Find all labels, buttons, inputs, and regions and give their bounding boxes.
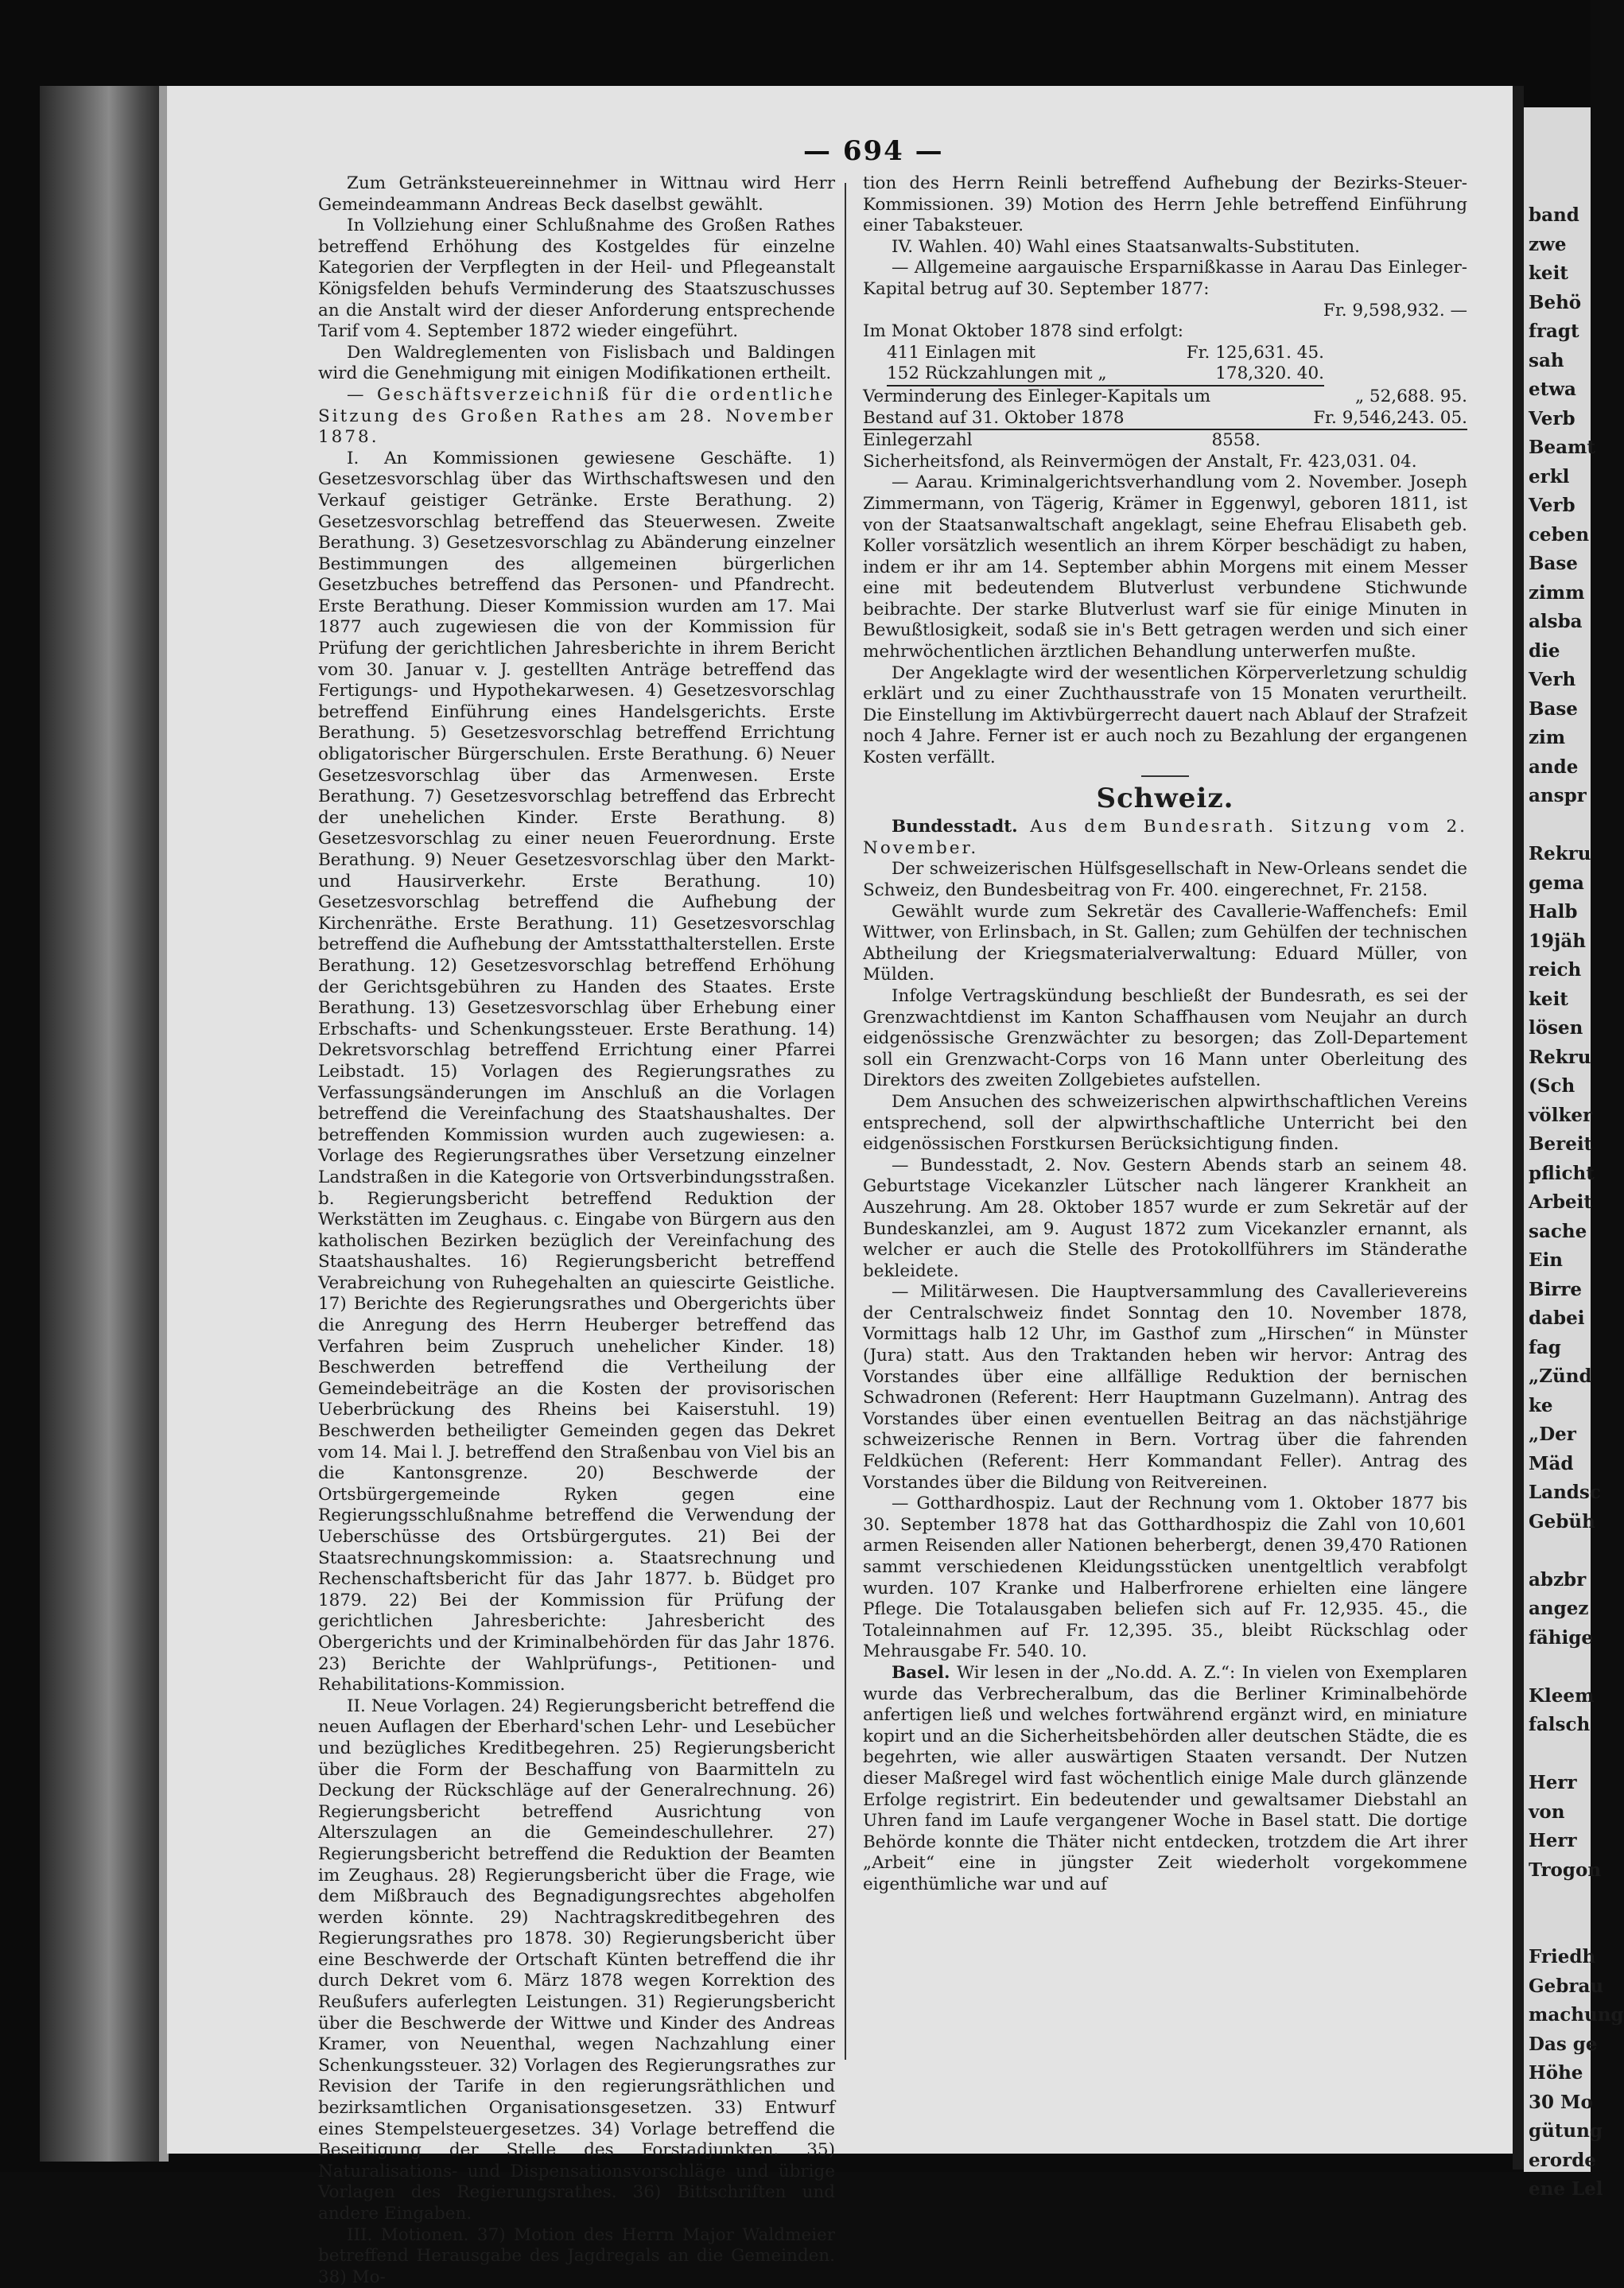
adjacent-page-line: Ein bbox=[1529, 1249, 1563, 1271]
adjacent-page-line: sah bbox=[1529, 349, 1564, 371]
adjacent-page-line: Verb bbox=[1529, 407, 1575, 429]
adjacent-page-line: Rekru bbox=[1529, 843, 1591, 864]
adjacent-page-line: ke bbox=[1529, 1394, 1553, 1416]
adjacent-page-line: Höhe bbox=[1529, 2062, 1583, 2084]
adjacent-page-line: erkl bbox=[1529, 465, 1570, 488]
adjacent-page-line: fragt bbox=[1529, 320, 1579, 342]
paragraph: I. An Kommissionen gewiesene Geschäfte. 1) Gesetzesvorschlag über das Wirthschaftswesen und den Verkauf geistiger Getränke. Erste Berathung. 2) Gesetzesvorschlag betreffend das Steuerwesen. Zweite Berathung. 3) Gesetzesvorschlag zu Abänderung einzelner Bestimmungen des allgemeinen bürgerlichen Gesetzbuches betreffend das Personen- und Pfandrecht. Erste Berathung. Dieser Kommission wurden am 17. Mai 1877 auch zugewiesen die von der Kommission für Prüfung der gerichtlichen Jahresberichte in ihrem Bericht vom 30. Januar v. J. gestellten Anträge betreffend das Fertigungs- und Hypothekarwesen. 4) Gesetzesvorschlag betreffend Einführung eines Handelsgerichts. Erste Berathung. 5) Gesetzesvorschlag betreffend Errichtung obligatorischer Bürgerschulen. Erste Berathung. 6) Neuer Gesetzesvorschlag über das Armenwesen. Erste Berathung. 7) Gesetzesvorschlag betreffend das Erbrecht der unehelichen Kinder. Erste Berathung. 8) Gesetzesvorschlag zu einer neuen Feuerordnung. Erste Berathung. 9) Neuer Gesetzesvorschlag über den Markt- und Hausirverkehr. Erste Berathung. 10) Gesetzesvorschlag betreffend die Aufhebung der Kirchenräthe. Erste Berathung. 11) Gesetzesvorschlag betreffend die Aufhebung der Amtsstatthalterstellen. Erste Berathung. 12) Gesetzesvorschlag betreffend Erhöhung der Gerichtsgebühren zu Handen des Staates. Erste Berathung. 13) Gesetzesvorschlag über Erhebung einer Erbschafts- und Schenkungssteuer. Erste Berathung. 14) Dekretsvorschlag betreffend Errichtung einer Pfarrei Leibstadt. 15) Vorlagen des Regierungsrathes zu Verfassungsänderungen im Anschluß an die Vorlagen betreffend die Vereinfachung des Staatshaushaltes. Der betreffenden Kommission wurden auch zugewiesen: a. Vorlage des Regierungsrathes über Versetzung einzelner Landstraßen in die Kategorie von Ortsverbindungsstraßen. b. Regierungsbericht betreffend Reduktion der Werkstätten im Zeughaus. c. Eingabe von Bürgern aus den katholischen Bezirken bezüglich der Vereinfachung des Staatshaushaltes. 16) Regierungsbericht betreffend Verabreichung von Ruhegehalten an quiescirte Geistliche. 17) Berichte des Regierungsrathes und Obergerichts über die Anregung des Herrn Heuberger betreffend das Verfahren beim Zuspruch unehelicher Kinder. 18) Beschwerden betreffend die Vertheilung der Gemeindebeiträge an die Kosten der provisorischen Ueberbrückung des Rheins bei Kaiserstuhl. 19) Beschwerden betheiligter Gemeinden gegen das Dekret vom 14. Mai l. J. betreffend den Straßenbau von Viel bis an die Kantonsgrenze. 20) Beschwerde der Ortsbürgergemeinde Ryken gegen eine Regierungsschlußnahme betreffend die Verwendung der Ueberschüsse des Ortsbürgergutes. 21) Bei der Staatsrechnungskommission: a. Staatsrechnung und Rechenschaftsbericht für das Jahr 1877. b. Büdget pro 1879. 22) Bei der Kommission für Prüfung der gerichtlichen Jahresberichte: Jahresbericht des Obergerichts und der Kriminalbehörden für das Jahr 1876. 23) Berichte der Wahlprüfungs-, Petitionen- und Rehabilitations-Kommission. bbox=[318, 448, 835, 1696]
adjacent-page-line: Beamt bbox=[1529, 437, 1595, 458]
section-heading: Schweiz. bbox=[1096, 782, 1234, 814]
paragraph-heading: — Geschäftsverzeichniß für die ordentliche Sitzung des Großen Rathes am 28. November 1878. bbox=[318, 384, 835, 448]
adjacent-page-line: band bbox=[1529, 204, 1579, 226]
ledger-row bbox=[863, 387, 1467, 408]
paragraph-text: Wir lesen in der „No.dd. A. Z.“: In vielen von Exemplaren wurde das Verbrecheralbum, das die Berliner Kriminalbehörde anfertigen ließ und welches fortwährend ergänzt wird, en miniature kopirt und an die Sicherheitsbehörden aller deutschen Städte, die es begehrten, wie aller auswärtigen Staaten versandt. Der Nutzen dieser Maßregel wird fast wöchentlich einige Male durch glänzende Erfolge registrirt. Ein bedeutender und gewaltsamer Diebstahl an Uhren fand im Laufe vergangener Woche in Basel statt. Die dortige Behörde konnte die Thäter nicht entdecken, trotzdem die Art ihrer „Arbeit“ eine in jüngster Zeit wiederholt vorgekommene eigenthümliche war und auf bbox=[863, 1662, 1467, 1894]
adjacent-page-line: sache bbox=[1529, 1220, 1587, 1242]
ledger-label: 152 Rückzahlungen mit „ bbox=[887, 363, 1107, 384]
adjacent-page-line: Trogon bbox=[1529, 1859, 1602, 1881]
adjacent-page-line: anspr bbox=[1529, 785, 1587, 806]
adjacent-page-line: Birre bbox=[1529, 1278, 1583, 1300]
adjacent-page-line: Friedh bbox=[1529, 1946, 1596, 1968]
paragraph: — Militärwesen. Die Hauptversammlung des Cavallerievereins der Centralschweiz findet Sonntag den 10. November 1878, Vormittags halb 12 Uhr, im Gasthof zum „Hirschen“ in Münster (Jura) statt. Aus den Traktanden heben wir hervor: Antrag des Vorstandes über eine allfällige Reduktion der bernischen Schwadronen (Referent: Herr Hauptmann Guzelmann). Antrag des Vorstandes über einen eventuellen Beitrag an das nächstjährige schweizerische Rennen in Bern. Vortrag über die fahrenden Feldküchen (Referent: Herr Kommandant Feller). Antrag des Vorstandes über die Bildung von Reitvereinen. bbox=[863, 1282, 1467, 1493]
paragraph: — Allgemeine aargauische Ersparnißkasse in Aarau Das Einleger-Kapital betrug auf 30. September 1877: bbox=[863, 258, 1467, 299]
ledger-value: Fr. 9,546,243. 05. bbox=[1313, 407, 1467, 428]
adjacent-page-line: etwa bbox=[1529, 379, 1576, 400]
adjacent-page-line: Gebrau bbox=[1529, 1975, 1604, 1997]
adjacent-page-edge bbox=[1524, 107, 1624, 2200]
paragraph bbox=[863, 817, 1467, 859]
ledger-value: 178,320. 40. bbox=[1215, 363, 1324, 384]
adjacent-page-line: abzbr bbox=[1529, 1568, 1587, 1591]
paragraph: — Aarau. Kriminalgerichtsverhandlung vom 2. November. Joseph Zimmermann, von Tägerig, Krämer in Eggenwyl, geboren 1811, ist von der Staatsanwaltschaft angeklagt, seine Ehefrau Elisabeth geb. Koller vorsätzlich wesentlich an ihrem Körper beschädigt zu haben, indem er ihr am 14. September abhin Morgens mit einem Messer eine mit bedeutendem Blutverlust verbundene Stichwunde beibrachte. Der starke Blutverlust warf sie für einige Minuten in Bewußtlosigkeit, sodaß sie in's Bett getragen werden und sich einer mehrwöchentlichen ärztlichen Behandlung unterwerfen mußte. bbox=[863, 472, 1467, 662]
adjacent-page-line: die bbox=[1529, 639, 1560, 662]
adjacent-page-line: ene Lel bbox=[1529, 2178, 1603, 2200]
adjacent-page-line bbox=[1529, 1914, 1591, 1944]
adjacent-page-line: Gebüh bbox=[1529, 1510, 1595, 1532]
paragraph: Gewählt wurde zum Sekretär des Cavallerie-Waffenchefs: Emil Wittwer, von Erlinsbach, in St. Gallen; zum Gehülfen der technischen Abtheilung der Kriegsmaterialverwaltung: Eduard Müller, von Mülden. bbox=[863, 901, 1467, 985]
ledger-row bbox=[887, 363, 1324, 387]
adjacent-page-line: zimm bbox=[1529, 581, 1585, 604]
page-number: — 694 — bbox=[803, 135, 944, 167]
adjacent-page-line: reich bbox=[1529, 959, 1582, 981]
paragraph bbox=[863, 1663, 1467, 1896]
dateline: Bundesstadt. bbox=[892, 817, 1018, 837]
paragraph: Dem Ansuchen des schweizerischen alpwirthschaftlichen Vereins entsprechend, soll der alpwirthschaftliche Unterricht bei den eidgenössischen Forstkursen Berücksichtigung finden. bbox=[863, 1091, 1467, 1155]
paragraph: III. Motionen. 37) Motion des Herrn Major Waldmeier betreffend Herausgabe des Jagdregals an die Gemeinden. 38) Mo- bbox=[318, 2224, 835, 2287]
paragraph: tion des Herrn Reinli betreffend Aufhebung der Bezirks-Steuer-Kommissionen. 39) Motion des Herrn Jehle betreffend Einführung einer Tabaksteuer. bbox=[863, 173, 1467, 236]
adjacent-page-line: ceben bbox=[1529, 523, 1590, 546]
adjacent-page-line: gütung bbox=[1529, 2120, 1603, 2142]
adjacent-page-line: Verb bbox=[1529, 495, 1575, 516]
ledger-label: 411 Einlagen mit bbox=[887, 342, 1036, 363]
column-divider bbox=[845, 183, 846, 2060]
book-binding bbox=[40, 86, 165, 2162]
adjacent-page-line: 19jäh bbox=[1529, 930, 1586, 952]
ledger-row bbox=[863, 343, 1467, 364]
adjacent-page-line: keit bbox=[1529, 262, 1568, 284]
adjacent-page-line bbox=[1529, 1653, 1591, 1682]
adjacent-page-line: fähige bbox=[1529, 1626, 1593, 1649]
adjacent-page-line: Das ge bbox=[1529, 2033, 1598, 2055]
paragraph: Sicherheitsfond, als Reinvermögen der Anstalt, Fr. 423,031. 04. bbox=[863, 451, 1417, 472]
ledger-label: Bestand auf 31. Oktober 1878 bbox=[863, 407, 1125, 428]
adjacent-page-line: gema bbox=[1529, 872, 1584, 894]
dateline: Basel. bbox=[892, 1662, 950, 1683]
ledger-value: 8558. bbox=[1211, 430, 1261, 451]
right-column bbox=[863, 173, 1467, 1896]
adjacent-page-line: Landsc bbox=[1529, 1482, 1601, 1503]
adjacent-page-line: Behö bbox=[1529, 291, 1582, 313]
adjacent-page-line: dabei bbox=[1529, 1307, 1585, 1329]
paragraph: Zum Getränksteuereinnehmer in Wittnau wird Herr Gemeindeammann Andreas Beck daselbst gewählt. bbox=[318, 173, 835, 215]
adjacent-page-line bbox=[1529, 1536, 1591, 1566]
paragraph: Der schweizerischen Hülfsgesellschaft in New-Orleans sendet die Schweiz, den Bundesbeitrag von Fr. 400. eingerechnet, Fr. 2158. bbox=[863, 859, 1467, 900]
adjacent-page-line: pflicht bbox=[1529, 1162, 1595, 1184]
adjacent-page-line bbox=[1529, 1740, 1591, 1769]
adjacent-page-line: Arbeit bbox=[1529, 1191, 1593, 1213]
adjacent-page-line: alsba bbox=[1529, 611, 1583, 632]
adjacent-page-line: Base bbox=[1529, 697, 1578, 720]
adjacent-page-line: Rekru bbox=[1529, 1046, 1591, 1068]
paragraph-text: Aus dem Bundesrath. Sitzung vom 2. November. bbox=[863, 817, 1467, 858]
adjacent-page-line: völker bbox=[1529, 1104, 1593, 1126]
ledger-label: Einlegerzahl bbox=[863, 430, 973, 451]
paragraph: Der Angeklagte wird der wesentlichen Körperverletzung schuldig erklärt und zu einer Zuchthausstrafe von 15 Monaten verurtheilt. Die Einstellung im Aktivbürgerrecht dauert nach Ablauf der Strafzeit noch 4 Jahre. Ferner ist er auch noch zu Bezahlung der ergangenen Kosten verfällt. bbox=[863, 662, 1467, 768]
adjacent-page-line: Halb bbox=[1529, 901, 1578, 923]
adjacent-page-line: Base bbox=[1529, 553, 1578, 574]
adjacent-page-line: lösen bbox=[1529, 1017, 1583, 1039]
ledger-value: „ 52,688. 95. bbox=[1354, 386, 1467, 406]
ledger-label: Verminderung des Einleger-Kapitals um bbox=[863, 386, 1211, 406]
paragraph: — Gotthardhospiz. Laut der Rechnung vom 1. Oktober 1877 bis 30. September 1878 hat das Gotthardhospiz die Zahl von 10,601 armen Reisenden aller Nationen beherbergt, denen 39,470 Rationen sammt verschiedenen Kleidungsstücken unentgeltlich verabfolgt wurden. 107 Kranke und Halberfrorene erhielten eine längere Pflege. Die Totalausgaben beliefen sich auf Fr. 12,935. 45., die Totaleinnahmen auf Fr. 12,395. 35., bleibt Rückschlag oder Mehrausgabe Fr. 540. 10. bbox=[863, 1494, 1467, 1662]
separator-rule bbox=[1141, 775, 1189, 777]
adjacent-page-line: Bereit bbox=[1529, 1133, 1593, 1155]
adjacent-page-line: angez bbox=[1529, 1598, 1589, 1619]
paragraph: II. Neue Vorlagen. 24) Regierungsbericht betreffend die neuen Auflagen der Eberhard'schen Lehr- und Lesebücher und bezügliches Kreditbegehren. 25) Regierungsbericht über die Form der Beschaffung von Baarmitteln zu Deckung der Rückschläge auf der Generalrechnung. 26) Regierungsbericht betreffend Ausrichtung von Alterszulagen an die Gemeindeschullehrer. 27) Regierungsbericht betreffend die Reduktion der Beamten im Zeughaus. 28) Regierungsbericht über die Frage, wie dem Mißbrauch des Begnadigungsrechtes abgeholfen werden könnte. 29) Nachtragskreditbegehren des Regierungsrathes pro 1878. 30) Regierungsbericht über eine Beschwerde der Ortschaft Künten betreffend die ihr durch Dekret vom 6. März 1878 wegen Korrektion des Reußufers auferlegten Leistungen. 31) Regierungsbericht über die Beschwerde der Wittwe und Kinder des Andreas Kramer, von Neuenthal, wegen Nachzahlung einer Schenkungssteuer. 32) Vorlagen des Regierungsrathes zur Revision der Tarife in den regierungsräthlichen und bezirksamtlichen Organisationsgesetzen. 33) Entwurf eines Stempelsteuergesetzes. 34) Vorlage betreffend die Beseitigung der Stelle des Forstadjunkten. 35) Naturalisations- und Dispensationsvorschläge und übrige Vorlagen des Regierungsrathes. 36) Bittschriften und andere Eingaben. bbox=[318, 1696, 835, 2224]
paragraph: Im Monat Oktober 1878 sind erfolgt: bbox=[863, 321, 1183, 342]
adjacent-page-line: von bbox=[1529, 1800, 1565, 1823]
paragraph: IV. Wahlen. 40) Wahl eines Staatsanwalts-Substituten. bbox=[892, 236, 1360, 257]
adjacent-page-line: „Der bbox=[1529, 1424, 1576, 1445]
amount: Fr. 9,598,932. — bbox=[1323, 300, 1467, 320]
adjacent-page-line: 30 Mo bbox=[1529, 2091, 1593, 2113]
adjacent-page-line: falsch bbox=[1529, 1714, 1591, 1735]
ledger-value: Fr. 125,631. 45. bbox=[1186, 342, 1324, 363]
adjacent-page-line: erorde bbox=[1529, 2149, 1596, 2171]
adjacent-page-line: zwe bbox=[1529, 233, 1567, 255]
adjacent-page-line bbox=[1529, 811, 1591, 841]
ledger-row bbox=[863, 430, 1467, 452]
left-column bbox=[318, 173, 835, 2288]
adjacent-page-line: ande bbox=[1529, 756, 1579, 778]
paragraph: — Bundesstadt, 2. Nov. Gestern Abends starb an seinem 48. Geburtstage Vicekanzler Lütscher nach längerer Krankheit an Auszehrung. Am 28. Oktober 1857 wurde er zum Sekretär auf der Bundeskanzlei, am 9. August 1872 zum Vicekanzler ernannt, als welcher er auch die Stelle des Protokollführers im Ständerathe bekleidete. bbox=[863, 1155, 1467, 1281]
adjacent-page-line: Herr bbox=[1529, 1772, 1577, 1793]
adjacent-page-line: Verh bbox=[1529, 669, 1576, 690]
adjacent-page-line: keit bbox=[1529, 988, 1568, 1010]
ledger-row bbox=[863, 408, 1467, 431]
adjacent-page-line: zim bbox=[1529, 727, 1566, 748]
paragraph: Infolge Vertragskündung beschließt der Bundesrath, es sei der Grenzwachtdienst im Kanton Schaffhausen vom Neujahr an durch eidgenössische Grenzwächter zu besorgen; das Zoll-Departement soll ein Grenzwacht-Corps von 16 Mann unter Oberleitung des Direktors des zweiten Zollgebietes aufstellen. bbox=[863, 985, 1467, 1091]
adjacent-page-line: Mäd bbox=[1529, 1452, 1574, 1474]
adjacent-page-line: (Sch bbox=[1529, 1075, 1575, 1097]
adjacent-page-line bbox=[1529, 1885, 1591, 1914]
paragraph: Den Waldreglementen von Fislisbach und Baldingen wird die Genehmigung mit einigen Modifikationen ertheilt. bbox=[318, 342, 835, 384]
adjacent-page-text bbox=[1524, 107, 1624, 2204]
paragraph: In Vollziehung einer Schlußnahme des Großen Rathes betreffend Erhöhung des Kostgeldes für einzelne Kategorien der Verpflegten in der Heil- und Pflegeanstalt Königsfelden behufs Verminderung des Staatszuschusses an die Anstalt wird der dieser Anforderung entsprechende Tarif vom 4. September 1872 wieder eingeführt. bbox=[318, 216, 835, 342]
adjacent-page-line: fag bbox=[1529, 1336, 1561, 1358]
adjacent-page-line: machung bbox=[1529, 2004, 1624, 2026]
adjacent-page-line: Herr bbox=[1529, 1830, 1577, 1851]
adjacent-page-line: „Zünd bbox=[1529, 1365, 1592, 1387]
page-gutter bbox=[1513, 86, 1524, 2170]
adjacent-page-line: Kleem bbox=[1529, 1684, 1595, 1707]
